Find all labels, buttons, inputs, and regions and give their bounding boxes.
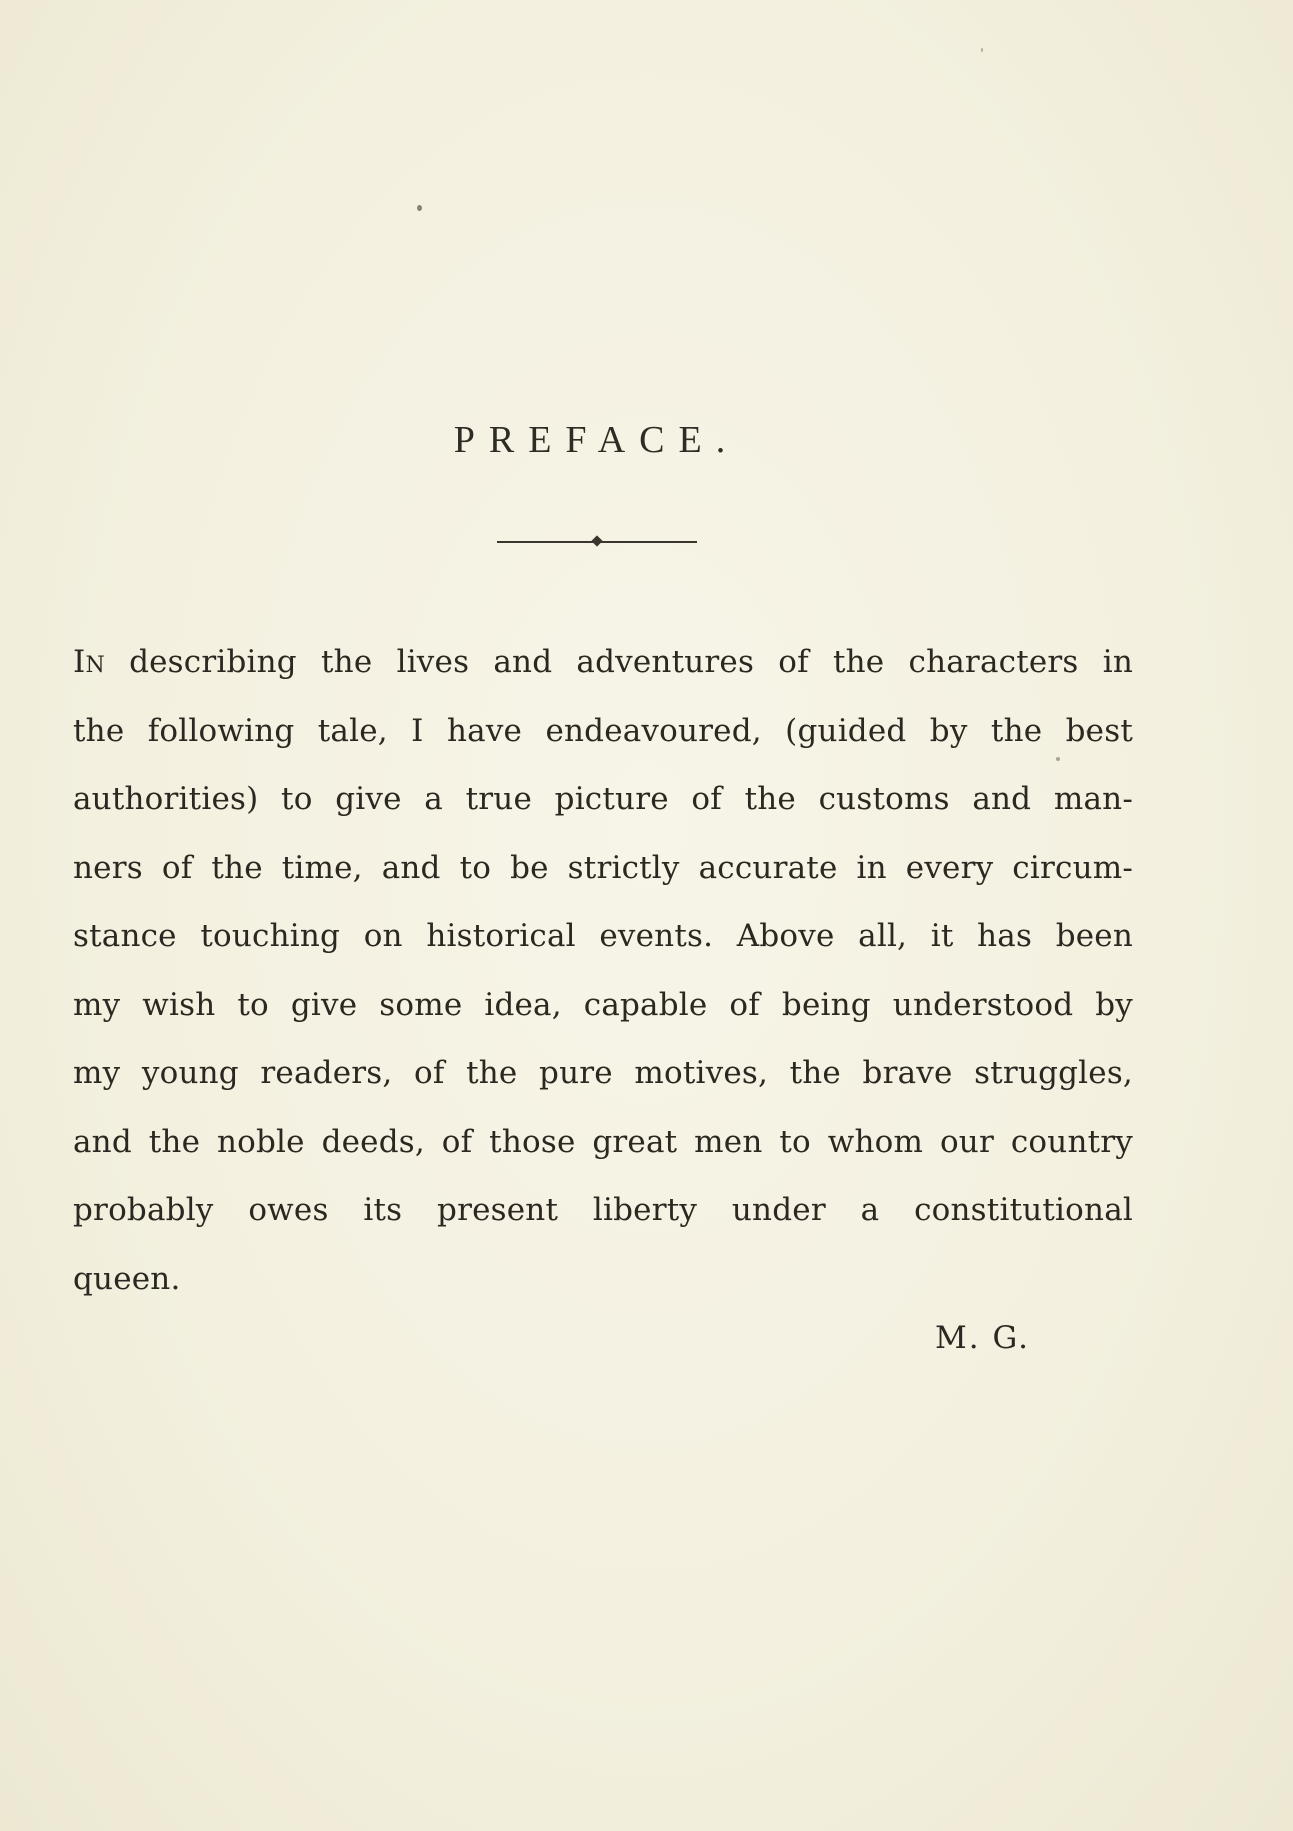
paragraph-line: stance touching on historical events. Above all, it has been [73,918,1133,954]
paragraph-line: authorities) to give a true picture of the customs and man- [73,781,1133,817]
paragraph-line: queen. [73,1260,181,1297]
paragraph-line: my wish to give some idea, capable of being understood by [73,986,1133,1023]
preface-paragraph [73,628,1133,1313]
paragraph-line [73,628,1133,697]
preface-heading: PREFACE. [453,419,740,461]
paragraph-line: ners of the time, and to be strictly accurate in every circum- [73,849,1133,886]
drop-word: In [73,644,105,680]
paragraph-line: the following tale, I have endeavoured, (guided by the best [73,712,1133,749]
author-initials: M. G. [935,1320,1030,1356]
paragraph-line: and the noble deeds, of those great men to whom our country [73,1123,1133,1160]
line-text: describing the lives and adventures of the characters in [104,644,1133,680]
paragraph-line: probably owes its present liberty under a constitutional [73,1192,1133,1228]
paper-speck [417,205,422,211]
paragraph-line: my young readers, of the pure motives, the brave struggles, [73,1055,1133,1091]
rule-diamond-icon [591,535,602,546]
paper-speck [981,48,983,52]
